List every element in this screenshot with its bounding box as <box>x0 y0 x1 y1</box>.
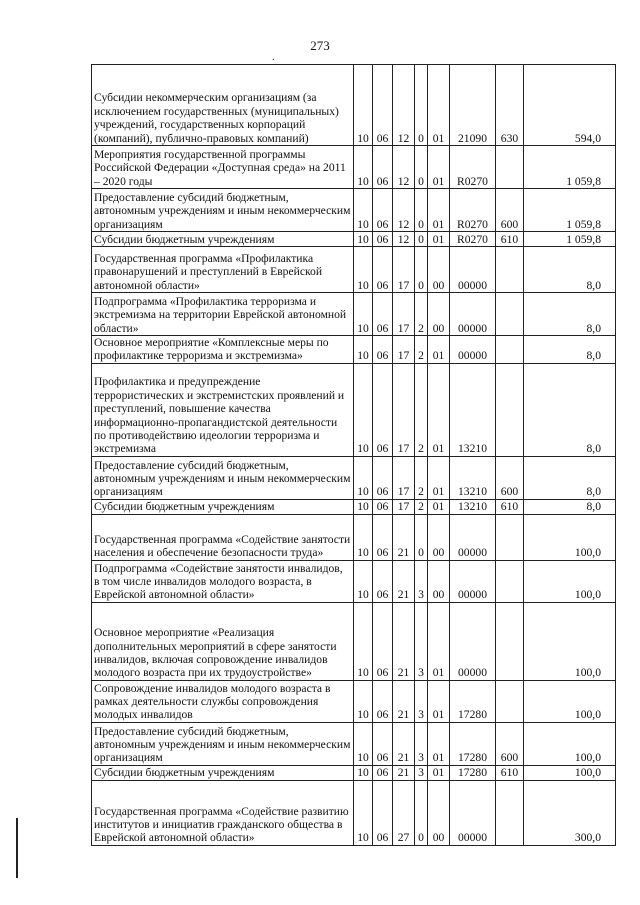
subsection-code: 06 <box>373 680 393 722</box>
subprogram-code: 0 <box>415 780 428 845</box>
table-row <box>92 247 616 293</box>
expense-type-code <box>496 363 524 456</box>
expense-type-code: 610 <box>496 765 524 780</box>
program-code: 17 <box>393 336 415 364</box>
activity-code: 01 <box>428 363 450 456</box>
expense-type-code <box>496 336 524 364</box>
expense-type-code <box>496 560 524 602</box>
subprogram-code: 0 <box>415 189 428 232</box>
table-row <box>92 189 616 232</box>
page-number: 273 <box>310 38 330 53</box>
subsection-code: 06 <box>373 146 393 189</box>
subsection-code: 06 <box>373 456 393 499</box>
expense-type-code: 630 <box>496 65 524 146</box>
expense-type-code <box>496 602 524 680</box>
table-row <box>92 146 616 189</box>
row-name-cell: Подпрограмма «Профилактика терроризма и экстремизма на территории Еврейской автономной области» <box>92 293 354 336</box>
row-name-cell: Предоставление субсидий бюджетным, автономным учреждениям и иным некоммерческим организациям <box>92 722 354 765</box>
subprogram-code: 2 <box>415 456 428 499</box>
row-name-cell: Государственная программа «Содействие занятости населения и обеспечение безопасности труда» <box>92 514 354 560</box>
table-row <box>92 456 616 499</box>
subsection-code: 06 <box>373 722 393 765</box>
section-code: 10 <box>354 232 373 247</box>
table-row <box>92 293 616 336</box>
section-code: 10 <box>354 189 373 232</box>
row-name-cell: Предоставление субсидий бюджетным, автономным учреждениям и иным некоммерческим организациям <box>92 189 354 232</box>
activity-code: 01 <box>428 232 450 247</box>
direction-code: 00000 <box>450 602 496 680</box>
expense-type-code: 610 <box>496 499 524 514</box>
activity-code: 01 <box>428 65 450 146</box>
amount-cell: 1 059,8 <box>524 146 616 189</box>
amount-cell: 8,0 <box>524 363 616 456</box>
scan-edge-mark <box>16 818 18 878</box>
subprogram-code: 0 <box>415 146 428 189</box>
subsection-code: 06 <box>373 336 393 364</box>
expense-type-code: 600 <box>496 189 524 232</box>
subprogram-code: 3 <box>415 602 428 680</box>
subsection-code: 06 <box>373 247 393 293</box>
program-code: 27 <box>393 780 415 845</box>
program-code: 12 <box>393 65 415 146</box>
amount-cell: 1 059,8 <box>524 232 616 247</box>
table-body <box>92 65 616 846</box>
subprogram-code: 3 <box>415 722 428 765</box>
program-code: 21 <box>393 765 415 780</box>
section-code: 10 <box>354 146 373 189</box>
subsection-code: 06 <box>373 602 393 680</box>
section-code: 10 <box>354 499 373 514</box>
expense-type-code: 600 <box>496 722 524 765</box>
section-code: 10 <box>354 765 373 780</box>
direction-code: 00000 <box>450 293 496 336</box>
section-code: 10 <box>354 780 373 845</box>
subsection-code: 06 <box>373 293 393 336</box>
subsection-code: 06 <box>373 363 393 456</box>
section-code: 10 <box>354 247 373 293</box>
row-name-cell: Мероприятия государственной программы Российской Федерации «Доступная среда» на 2011 – 2020 годы <box>92 146 354 189</box>
direction-code: 00000 <box>450 780 496 845</box>
amount-cell: 100,0 <box>524 765 616 780</box>
table-row <box>92 232 616 247</box>
table-row <box>92 336 616 364</box>
row-name-cell: Государственная программа «Содействие развитию институтов и инициатив гражданского общества в Еврейской автономной области» <box>92 780 354 845</box>
direction-code: 13210 <box>450 456 496 499</box>
scan-speck: . <box>272 52 275 63</box>
section-code: 10 <box>354 560 373 602</box>
amount-cell: 100,0 <box>524 560 616 602</box>
amount-cell: 594,0 <box>524 65 616 146</box>
activity-code: 01 <box>428 336 450 364</box>
expense-type-code <box>496 247 524 293</box>
program-code: 12 <box>393 146 415 189</box>
program-code: 21 <box>393 602 415 680</box>
table-row <box>92 514 616 560</box>
subsection-code: 06 <box>373 765 393 780</box>
amount-cell: 100,0 <box>524 602 616 680</box>
program-code: 17 <box>393 499 415 514</box>
expense-type-code <box>496 293 524 336</box>
program-code: 21 <box>393 722 415 765</box>
amount-cell: 100,0 <box>524 514 616 560</box>
amount-cell: 8,0 <box>524 336 616 364</box>
section-code: 10 <box>354 722 373 765</box>
subprogram-code: 0 <box>415 514 428 560</box>
activity-code: 01 <box>428 602 450 680</box>
table-row <box>92 560 616 602</box>
activity-code: 00 <box>428 560 450 602</box>
subprogram-code: 2 <box>415 336 428 364</box>
row-name-cell: Субсидии бюджетным учреждениям <box>92 765 354 780</box>
expense-type-code: 600 <box>496 456 524 499</box>
direction-code: 00000 <box>450 247 496 293</box>
subprogram-code: 2 <box>415 363 428 456</box>
amount-cell: 1 059,8 <box>524 189 616 232</box>
direction-code: 13210 <box>450 499 496 514</box>
section-code: 10 <box>354 456 373 499</box>
section-code: 10 <box>354 680 373 722</box>
table-row <box>92 780 616 845</box>
subsection-code: 06 <box>373 560 393 602</box>
expense-type-code <box>496 514 524 560</box>
row-name-cell: Профилактика и предупреждение террористических и экстремистских проявлений и преступлений, повышение качества информационно-пропагандистской деятельности по противодействию идеологии терроризма и экстремизма <box>92 363 354 456</box>
subsection-code: 06 <box>373 514 393 560</box>
subprogram-code: 0 <box>415 247 428 293</box>
row-name-cell: Подпрограмма «Содействие занятости инвалидов, в том числе инвалидов молодого возраста, в Еврейской автономной области» <box>92 560 354 602</box>
program-code: 21 <box>393 560 415 602</box>
expense-type-code <box>496 680 524 722</box>
program-code: 12 <box>393 232 415 247</box>
direction-code: 00000 <box>450 336 496 364</box>
subsection-code: 06 <box>373 499 393 514</box>
amount-cell: 8,0 <box>524 247 616 293</box>
row-name-cell: Основное мероприятие «Комплексные меры по профилактике терроризма и экстремизма» <box>92 336 354 364</box>
row-name-cell: Субсидии некоммерческим организациям (за исключением государственных (муниципальных) учреждений, государственных корпораций (компаний), публично-правовых компаний) <box>92 65 354 146</box>
activity-code: 01 <box>428 680 450 722</box>
expense-type-code <box>496 146 524 189</box>
amount-cell: 300,0 <box>524 780 616 845</box>
program-code: 21 <box>393 680 415 722</box>
table-row <box>92 680 616 722</box>
program-code: 21 <box>393 514 415 560</box>
budget-table <box>91 64 616 846</box>
activity-code: 01 <box>428 722 450 765</box>
amount-cell: 8,0 <box>524 456 616 499</box>
amount-cell: 100,0 <box>524 722 616 765</box>
activity-code: 00 <box>428 293 450 336</box>
direction-code: 17280 <box>450 765 496 780</box>
amount-cell: 8,0 <box>524 499 616 514</box>
table-row <box>92 363 616 456</box>
row-name-cell: Государственная программа «Профилактика правонарушений и преступлений в Еврейской автономной области» <box>92 247 354 293</box>
direction-code: 13210 <box>450 363 496 456</box>
activity-code: 01 <box>428 146 450 189</box>
subsection-code: 06 <box>373 189 393 232</box>
subprogram-code: 3 <box>415 560 428 602</box>
subsection-code: 06 <box>373 780 393 845</box>
activity-code: 01 <box>428 765 450 780</box>
table-row <box>92 65 616 146</box>
row-name-cell: Предоставление субсидий бюджетным, автономным учреждениям и иным некоммерческим организациям <box>92 456 354 499</box>
table-row <box>92 765 616 780</box>
subprogram-code: 2 <box>415 293 428 336</box>
row-name-cell: Субсидии бюджетным учреждениям <box>92 499 354 514</box>
direction-code: 17280 <box>450 680 496 722</box>
subprogram-code: 3 <box>415 765 428 780</box>
subsection-code: 06 <box>373 65 393 146</box>
activity-code: 01 <box>428 456 450 499</box>
program-code: 17 <box>393 456 415 499</box>
direction-code: R0270 <box>450 189 496 232</box>
activity-code: 01 <box>428 499 450 514</box>
amount-cell: 100,0 <box>524 680 616 722</box>
row-name-cell: Основное мероприятие «Реализация дополнительных мероприятий в сфере занятости инвалидов, включая сопровождение инвалидов молодого возраста при их трудоустройстве» <box>92 602 354 680</box>
program-code: 17 <box>393 363 415 456</box>
subsection-code: 06 <box>373 232 393 247</box>
section-code: 10 <box>354 363 373 456</box>
direction-code: 17280 <box>450 722 496 765</box>
program-code: 17 <box>393 293 415 336</box>
table-row <box>92 722 616 765</box>
section-code: 10 <box>354 65 373 146</box>
activity-code: 01 <box>428 189 450 232</box>
direction-code: 21090 <box>450 65 496 146</box>
expense-type-code <box>496 780 524 845</box>
activity-code: 00 <box>428 780 450 845</box>
subprogram-code: 3 <box>415 680 428 722</box>
direction-code: R0270 <box>450 232 496 247</box>
table-row <box>92 602 616 680</box>
subprogram-code: 0 <box>415 232 428 247</box>
subprogram-code: 2 <box>415 499 428 514</box>
activity-code: 00 <box>428 247 450 293</box>
row-name-cell: Сопровождение инвалидов молодого возраста в рамках деятельности службы сопровождения молодых инвалидов <box>92 680 354 722</box>
direction-code: R0270 <box>450 146 496 189</box>
amount-cell: 8,0 <box>524 293 616 336</box>
program-code: 17 <box>393 247 415 293</box>
direction-code: 00000 <box>450 560 496 602</box>
section-code: 10 <box>354 514 373 560</box>
section-code: 10 <box>354 336 373 364</box>
subprogram-code: 0 <box>415 65 428 146</box>
direction-code: 00000 <box>450 514 496 560</box>
activity-code: 00 <box>428 514 450 560</box>
section-code: 10 <box>354 602 373 680</box>
program-code: 12 <box>393 189 415 232</box>
section-code: 10 <box>354 293 373 336</box>
row-name-cell: Субсидии бюджетным учреждениям <box>92 232 354 247</box>
expense-type-code: 610 <box>496 232 524 247</box>
table-row <box>92 499 616 514</box>
